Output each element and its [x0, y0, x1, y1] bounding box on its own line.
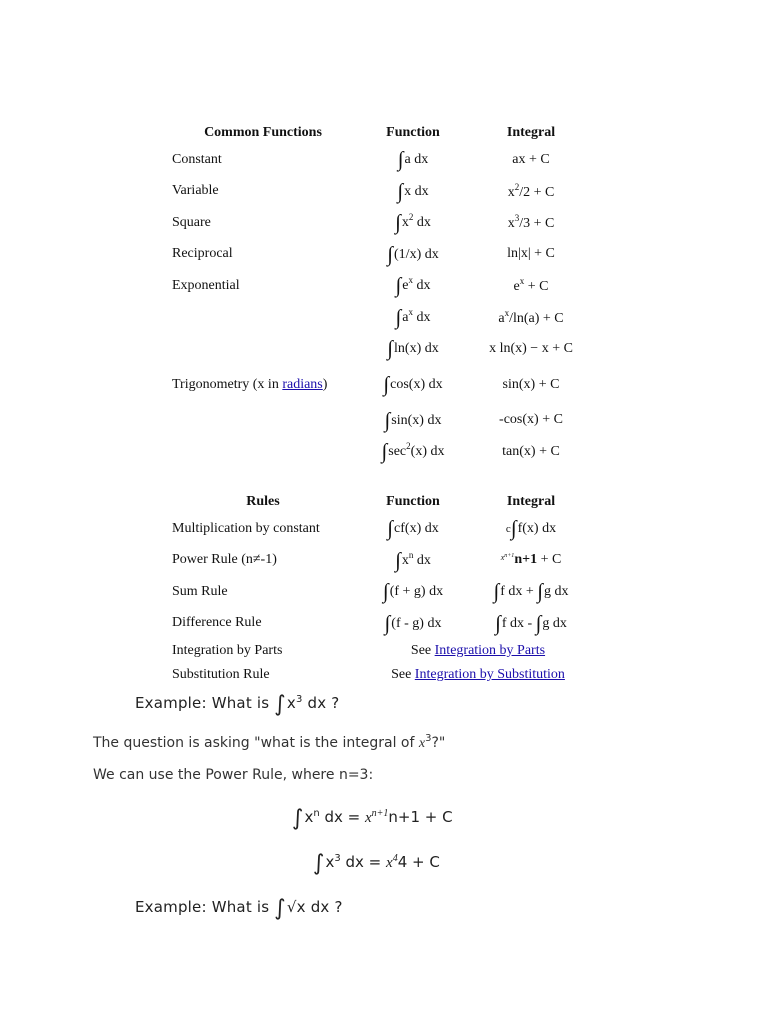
table-row — [166, 576, 596, 608]
row-name — [166, 405, 360, 437]
row-name — [166, 302, 360, 334]
row-name: Difference Rule — [172, 615, 262, 631]
row-function: ∫(f - g) dx — [384, 610, 442, 635]
row-name: Multiplication by constant — [172, 520, 320, 536]
example-1-power-rule-note: We can use the Power Rule, where n=3: — [93, 767, 374, 783]
row-integral: $^{xn+1}$n+1 + C — [500, 552, 562, 568]
integral-sign: ∫ — [495, 610, 501, 635]
row-function: $\int x^2$ dx — [395, 210, 431, 235]
row-function: ∫cos(x) dx — [383, 372, 443, 396]
table-row — [166, 176, 596, 208]
rules-table — [166, 491, 596, 687]
table-row — [166, 207, 596, 239]
integral-sign: ∫ — [384, 610, 391, 635]
row-function: $\int x^n$ dx — [395, 547, 431, 572]
row-name: Integration by Parts — [172, 643, 283, 658]
table-row — [166, 436, 596, 468]
row-function: ∫cf(x) dx — [387, 516, 439, 541]
row-name: Reciprocal — [172, 246, 233, 262]
row-integral: tan(x) + C — [502, 443, 560, 459]
row-integral: $e^x + C$ — [513, 276, 549, 295]
integral-sign: ∫ — [510, 516, 517, 541]
integral-sign: ∫ — [387, 516, 394, 541]
row-function: ∫a dx — [397, 147, 429, 172]
integral-sign: ∫ — [397, 147, 404, 172]
table-row — [166, 365, 596, 405]
row-integral: ∫f dx + ∫g dx — [493, 579, 569, 604]
table-row — [166, 405, 596, 437]
integral-sign: ∫ — [383, 372, 390, 396]
table-header-row — [166, 122, 596, 144]
integral-sign: ∫ — [535, 610, 542, 635]
example-2-heading: Example: What is ∫√x dx ? — [135, 896, 343, 921]
integral-sign: ∫ — [395, 547, 401, 572]
integral-sign: ∫ — [537, 579, 544, 604]
radians-link[interactable]: radians — [282, 376, 323, 392]
integral-sign: ∫ — [395, 273, 402, 298]
table-header-row — [166, 491, 596, 513]
integral-sign: ∫ — [395, 210, 401, 235]
row-function: $\int a^x$ dx — [395, 304, 431, 329]
row-name: Variable — [172, 183, 219, 199]
table-row — [166, 608, 596, 640]
row-integral: c∫f(x) dx — [505, 516, 557, 541]
table-row — [166, 545, 596, 577]
row-integral: $x^2/2 + C$ — [507, 181, 555, 200]
row-function: ∫ln(x) dx — [387, 336, 439, 361]
header-function: Function — [386, 125, 440, 140]
header-integral: Integral — [506, 494, 556, 509]
header-rules: Rules — [246, 494, 280, 509]
example-1-question: The question is asking "what is the integral of $x^3$?" — [93, 733, 446, 751]
table-row — [166, 144, 596, 176]
row-name — [166, 333, 360, 365]
integral-sign: ∫ — [395, 304, 402, 329]
row-integral: ∫f dx - ∫g dx — [495, 610, 567, 635]
row-integral: x ln(x) − x + C — [489, 340, 573, 356]
header-integral: Integral — [506, 125, 556, 140]
example-1-solution-equation: $\int x^3$ dx = $x^44 + C$ — [313, 851, 440, 876]
row-name: Substitution Rule — [172, 667, 270, 682]
integral-sign: ∫ — [313, 851, 325, 876]
integral-sign: ∫ — [387, 241, 394, 266]
row-see: See Integration by Parts — [410, 643, 546, 658]
row-function: ∫(1/x) dx — [387, 241, 439, 266]
integral-sign: ∫ — [384, 407, 391, 432]
integral-sign: ∫ — [274, 896, 286, 921]
integral-sign: ∫ — [381, 439, 388, 464]
row-integral: $a^x/\ln(a) + C$ — [498, 307, 564, 326]
table-row — [166, 270, 596, 302]
integral-sign: ∫ — [292, 806, 304, 831]
table-row — [166, 239, 596, 271]
row-function: ∫x dx — [397, 178, 429, 203]
table-row — [166, 639, 596, 663]
integral-sign: ∫ — [382, 579, 389, 604]
row-integral: sin(x) + C — [502, 376, 560, 392]
header-function: Function — [386, 494, 440, 509]
table-row — [166, 513, 596, 545]
row-name: Trigonometry (x in radians) — [172, 376, 328, 392]
integration-by-parts-link[interactable]: Integration by Parts — [434, 643, 546, 658]
row-integral: $x^3/3 + C$ — [507, 213, 555, 232]
row-function: $\int\sec^2(x)$ dx — [381, 439, 445, 464]
row-name: Power Rule (n≠-1) — [172, 552, 277, 568]
header-common-functions: Common Functions — [204, 125, 322, 140]
row-function: ∫sin(x) dx — [384, 407, 442, 432]
example-1-heading: Example: What is $\int x^3$ dx ? — [135, 692, 340, 717]
table-row — [166, 333, 596, 365]
integration-by-substitution-link[interactable]: Integration by Substitution — [414, 667, 565, 682]
power-rule-equation: $\int x^n$ dx = $x^{n+1}n+1 + C$ — [292, 806, 453, 831]
row-integral: ax + C — [512, 151, 550, 167]
table-row — [166, 663, 596, 687]
integral-sign: ∫ — [387, 336, 394, 361]
row-name: Sum Rule — [172, 583, 228, 599]
integral-sign: ∫ — [274, 692, 286, 717]
row-name: Exponential — [172, 277, 240, 293]
row-function: ∫(f + g) dx — [382, 579, 444, 604]
row-integral: -cos(x) + C — [499, 412, 563, 428]
row-name: Square — [172, 214, 211, 230]
row-function: $\int e^x$ dx — [395, 273, 431, 298]
integral-sign: ∫ — [493, 579, 500, 604]
integral-sign: ∫ — [397, 178, 404, 203]
row-integral: ln|x| + C — [507, 246, 555, 262]
common-functions-table — [166, 122, 596, 468]
row-name — [166, 436, 360, 468]
table-row — [166, 302, 596, 334]
row-see: See Integration by Substitution — [391, 667, 565, 682]
row-name: Constant — [172, 151, 222, 167]
